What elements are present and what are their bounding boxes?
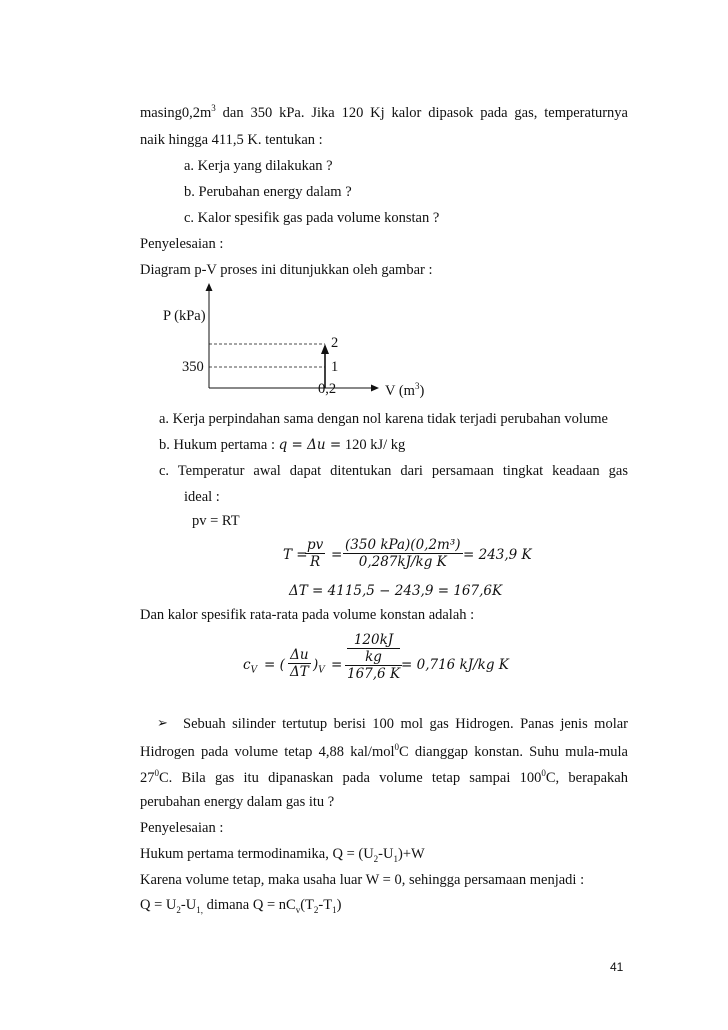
problem2-line-1: Sebuah silinder tertutup berisi 100 mol gas Hidrogen. Panas jenis molar [183,716,628,732]
answer-b: b. Hukum pertama : q = Δu = 120 kJ/ kg [159,437,406,453]
question-b: b. Perubahan energy dalam ? [184,184,352,200]
diagram-intro: Diagram p-V proses ini ditunjukkan oleh gambar : [140,262,433,278]
question-a: a. Kerja yang dilakukan ? [184,158,333,174]
answer-c-line-1: c. Temperatur awal dapat ditentukan dari persamaan tingkat keadaan gas [159,463,628,479]
y-axis-arrow [206,283,213,291]
bullet-icon: ➢ [157,716,168,731]
problem2-line-4: perubahan energy dalam gas itu ? [140,794,335,810]
eq-cv-result: = 0,716 kJ/kg K [401,657,509,673]
eq-delta-t: ΔT = 4115,5 − 243,9 = 167,6K [289,583,503,599]
eq-cv-lhs: $c_V$ [243,657,258,676]
answer-a: a. Kerja perpindahan sama dengan nol karena tidak terjadi perubahan volume [159,411,608,427]
intro-line-2: naik hingga 411,5 K. tentukan : [140,132,323,148]
eq-cv-frac-du-dt: $\frac{\Delta u}{\Delta T}$ [290,647,309,680]
eq-t-result: = 243,9 K [463,547,532,563]
question-c: c. Kalor spesifik gas pada volume konstan ? [184,210,440,226]
penyelesaian-heading-2: Penyelesaian : [140,820,224,836]
diagram-p350: 350 [182,359,204,375]
diagram-label-2: 2 [331,335,339,351]
first-law-line: Hukum pertama termodinamika, $Q = (U_2-U_1)+W$ [140,846,425,864]
x-axis-arrow [371,385,379,392]
eq-cv-eq-paren: = ( [264,657,285,673]
eq-t-frac-2: (350 kPa)(0,2m³) 0,287kJ/kg K [345,537,461,570]
diagram-label-1: 1 [331,359,339,375]
diagram-x-02: 0,2 [318,381,337,397]
problem2-line-2: Hidrogen pada volume tetap 4,88 kal/mol$^0$C dianggap konstan. Suhu mula-mula [140,742,628,760]
eq-t-equals: = [331,547,343,563]
kalor-spesifik-intro: Dan kalor spesifik rata-rata pada volume konstan adalah : [140,607,475,623]
eq-t-frac-1: $\frac{pv}{R}$ [307,537,324,570]
pv-equation: pv = RT [192,513,240,529]
eq-cv-paren-close: )$_V$ [313,657,325,676]
diagram-ylabel: P (kPa) [163,308,206,324]
answer-c-line-2: ideal : [184,489,220,505]
eq-t-lhs: T = [283,547,308,563]
eq-cv-compound-frac: 120kJ kg 167,6 K [347,632,401,682]
diagram-xlabel: V $(m^3)$ [385,381,425,399]
problem2-line-3: $27^0C$. Bila gas itu dipanaskan pada volume tetap sampai $100^0C$, berapakah [140,768,628,786]
eq-cv-eq2: = [331,657,343,673]
karena-line: Karena volume tetap, maka usaha luar W = 0, sehingga persamaan menjadi : [140,872,585,888]
intro-line-1: $masing0,2m^3$ dan 350 kPa. Jika 120 Kj kalor dipasok pada gas, temperaturnya [140,103,628,121]
process-arrow [321,344,329,354]
last-equation-line: $Q = U_2-U_{1,}$ dimana $Q = nC_v(T_2-T_1)$ [140,897,342,915]
penyelesaian-heading: Penyelesaian : [140,236,224,252]
page-number: 41 [610,960,624,974]
